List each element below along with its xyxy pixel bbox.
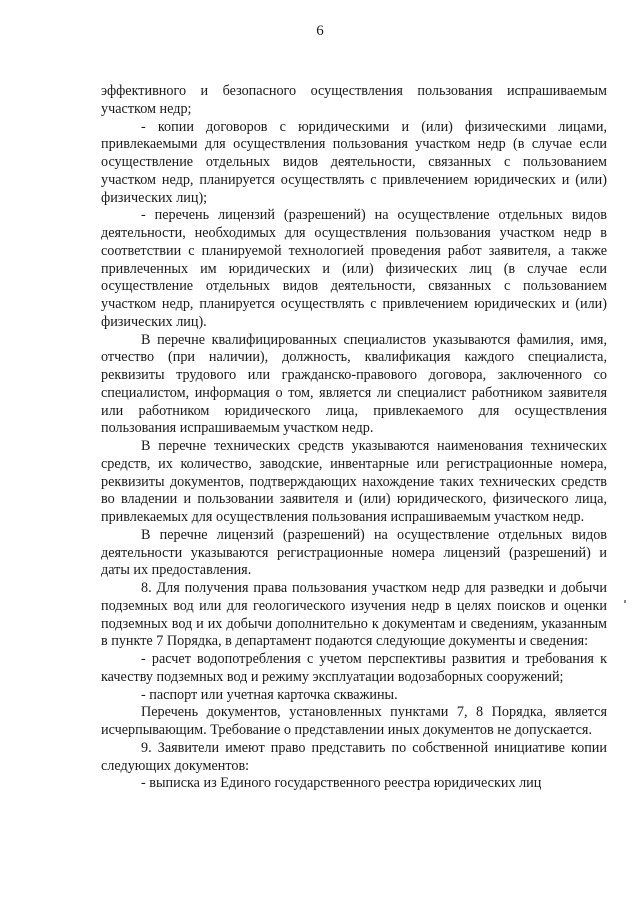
paragraph-licenses-details: В перечне лицензий (разрешений) на осуществление отдельных видов деятельности указываются регистрационные номера лицензий (разрешений) и даты их предоставления.	[101, 526, 607, 579]
paragraph-exhaustive-list: Перечень документов, установленных пунктами 7, 8 Порядка, является исчерпывающим. Требование о представлении иных документов не допускается.	[101, 704, 607, 738]
document-body	[101, 83, 607, 793]
paragraph-water-calc: - расчет водопотребления с учетом перспективы развития и требования к качеству подземных вод и режиму эксплуатации водозаборных сооружений;	[101, 651, 607, 685]
paragraph-contracts-copies: - копии договоров с юридическими и (или) физическими лицами, привлекаемыми для осуществления пользования участком недр (в случае если осуществление отдельных видов деятельности, связанных с пользованием участком недр, планируется осуществлять с привлечением юридических и (или) физических лиц);	[101, 118, 607, 206]
paragraph-item-8: 8. Для получения права пользования участком недр для разведки и добычи подземных вод или для геологического изучения недр в целях поисков и оценки подземных вод и их добычи дополнительно к документам и сведениям, указанным в пункте 7 Порядка, в департамент подаются следующие документы и сведения:	[101, 580, 607, 650]
paragraph-technical-means: В перечне технических средств указываются наименования технических средств, их количество, заводские, инвентарные или регистрационные номера, реквизиты документов, подтверждающих нахождение таких технических средств во владении и пользовании заявителя и (или) юридического, физического лица, привлекаемых для осуществления пользования испрашиваемым участком недр.	[101, 438, 607, 525]
paragraph-item-9: 9. Заявители имеют право представить по собственной инициативе копии следующих документов:	[101, 739, 607, 774]
paragraph-registry-extract: - выписка из Единого государственного реестра юридических лиц	[141, 775, 542, 792]
page-number: 6	[316, 23, 324, 39]
paragraph-well-passport: - паспорт или учетная карточка скважины.	[141, 686, 398, 703]
paragraph-continuation: эффективного и безопасного осуществления пользования испрашиваемым участком недр;	[101, 83, 607, 117]
paragraph-licenses-list: - перечень лицензий (разрешений) на осуществление отдельных видов деятельности, необходимых для осуществления пользования участком недр в соответствии с планируемой технологией проведения работ заявителя, а также привлеченных им юридических и (или) физических лиц (в случае если осуществление отдельных видов деятельности, связанных с пользованием участком недр, планируется осуществлять с привлечением юридических и (или) физических лиц).	[101, 207, 607, 330]
scan-speck	[624, 600, 626, 603]
paragraph-specialists: В перечне квалифицированных специалистов указываются фамилия, имя, отчество (при наличии), должность, квалификация каждого специалиста, реквизиты трудового или гражданско-правового договора, заключенного со специалистом, информация о том, является ли специалист работником заявителя или работником юридического лица, привлекаемого для осуществления пользования испрашиваемым участком недр.	[101, 331, 607, 437]
